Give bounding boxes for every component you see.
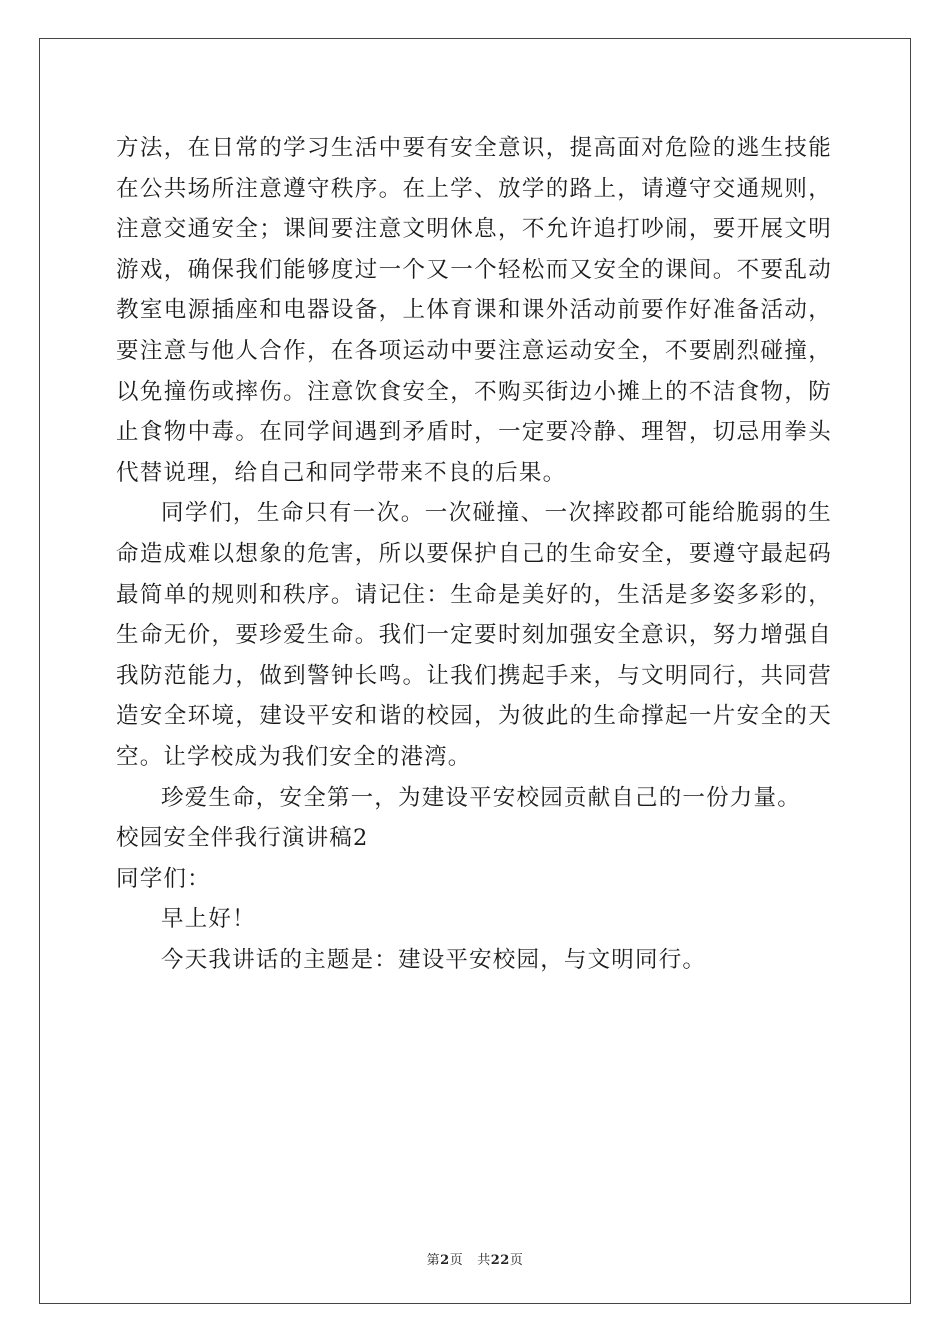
- greeting: 早上好！: [161, 906, 256, 933]
- section-title: 校园安全伴我行演讲稿2: [116, 825, 369, 852]
- paragraph-1: 方法，在日常的学习生活中要有安全意识，提高面对危险的逃生技能在公共场所注意遵守秩序。在上学、放学的路上，请遵守交通规则，注意交通安全；课间要注意文明休息，不允许追打吵闹，要开展文明游戏，确保我们能够度过一个又一个轻松而又安全的课间。不要乱动教室电源插座和电器设备，上体育课和课外活动前要作好准备活动，要注意与他人合作，在各项运动中要注意运动安全，不要剧烈碰撞，以免撞伤或摔伤。注意饮食安全，不购买街边小摊上的不洁食物，防止食物中毒。在同学间遇到矛盾时，一定要冷静、理智，切忌用拳头代替说理，给自己和同学带来不良的后果。: [116, 135, 832, 486]
- topic-line: 今天我讲话的主题是：建设平安校园，与文明同行。: [161, 946, 707, 973]
- page-prefix: 第: [426, 1253, 441, 1268]
- paragraph-2: 同学们，生命只有一次。一次碰撞、一次摔跤都可能给脆弱的生命造成难以想象的危害，所以要保护自己的生命安全，要遵守最起码最简单的规则和秩序。请记住：生命是美好的，生活是多姿多彩的，生命无价，要珍爱生命。我们一定要时刻加强安全意识，努力增强自我防范能力，做到警钟长鸣。让我们携起手来，与文明同行，共同营造安全环境，建设平安和谐的校园，为彼此的生命撑起一片安全的天空。让学校成为我们安全的港湾。: [116, 500, 832, 770]
- page-current: 2: [440, 1253, 450, 1268]
- page-total: 22: [490, 1253, 510, 1268]
- page-suffix: 页: [449, 1253, 464, 1268]
- page-footer: [0, 1249, 950, 1268]
- document-body: [116, 128, 832, 980]
- salutation: 同学们：: [116, 865, 211, 892]
- total-prefix: 共: [477, 1253, 491, 1268]
- total-suffix: 页: [509, 1253, 524, 1268]
- paragraph-3: 珍爱生命，安全第一，为建设平安校园贡献自己的一份力量。: [161, 784, 801, 811]
